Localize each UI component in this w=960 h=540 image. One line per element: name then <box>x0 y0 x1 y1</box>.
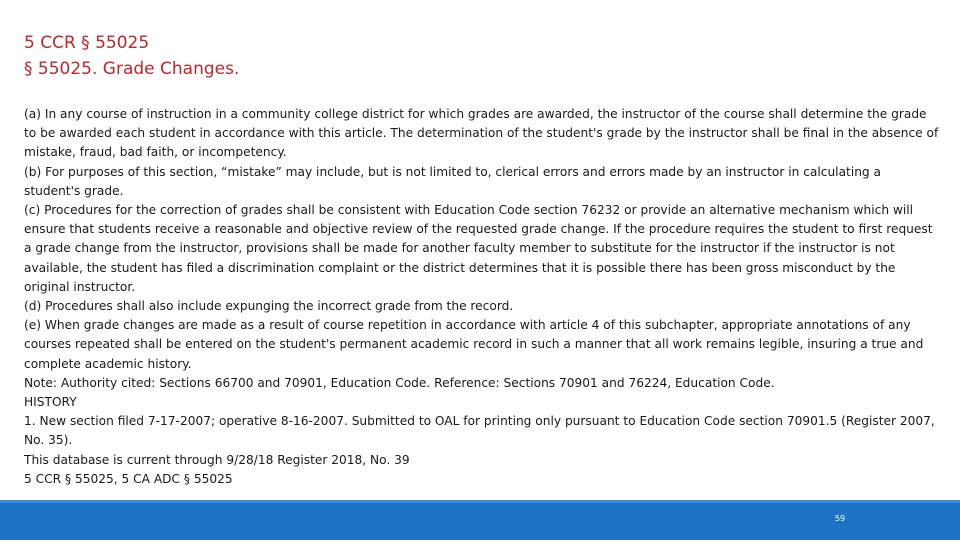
citation-heading: 5 CCR § 55025 <box>24 33 150 53</box>
section-heading: § 55025. Grade Changes. <box>24 59 240 79</box>
paragraph-a: (a) In any course of instruction in a community college district for which grades are awarded, the instructor of the course shall determine the grade to be awarded each student in accordance with this article. The determination of the student's grade by the instructor shall be final in the absence of mistake, fraud, bad faith, or incompetency. <box>24 107 939 160</box>
page-number: 59 <box>834 514 846 523</box>
paragraph-e: (e) When grade changes are made as a result of course repetition in accordance with article 4 of this subchapter, appropriate annotations of any courses repeated shall be entered on the student's permanent academic record in such a manner that all work remains legible, insuring a true and complete academic history. <box>24 318 924 371</box>
paragraph-c: (c) Procedures for the correction of grades shall be consistent with Education Code section 76232 or provide an alternative mechanism which will ensure that students receive a reasonable and objective review of the requested grade change. If the procedure requires the student to first request a grade change from the instructor, provisions shall be made for another faculty member to substitute for the instructor if the instructor is not available, the student has filed a discrimination complaint or the district determines that it is possible there has been gross misconduct by the original instructor. <box>24 203 933 294</box>
slide-title <box>24 30 936 82</box>
paragraph-b: (b) For purposes of this section, “mistake” may include, but is not limited to, clerical errors and errors made by an instructor in calculating a student's grade. <box>24 164 882 198</box>
history-item: 1. New section filed 7-17-2007; operative 8-16-2007. Submitted to OAL for printing only pursuant to Education Code section 70901.5 (Register 2007, No. 35). <box>24 414 935 448</box>
authority-note: Note: Authority cited: Sections 66700 and 70901, Education Code. Reference: Sections 70901 and 76224, Education Code. <box>24 375 775 390</box>
citation-footer: 5 CCR § 55025, 5 CA ADC § 55025 <box>24 471 233 486</box>
database-currency-note: This database is current through 9/28/18 Register 2018, No. 39 <box>24 452 410 467</box>
regulation-text <box>24 105 939 489</box>
footer-bar <box>0 500 960 540</box>
paragraph-d: (d) Procedures shall also include expunging the incorrect grade from the record. <box>24 299 514 314</box>
history-heading: HISTORY <box>24 395 77 410</box>
